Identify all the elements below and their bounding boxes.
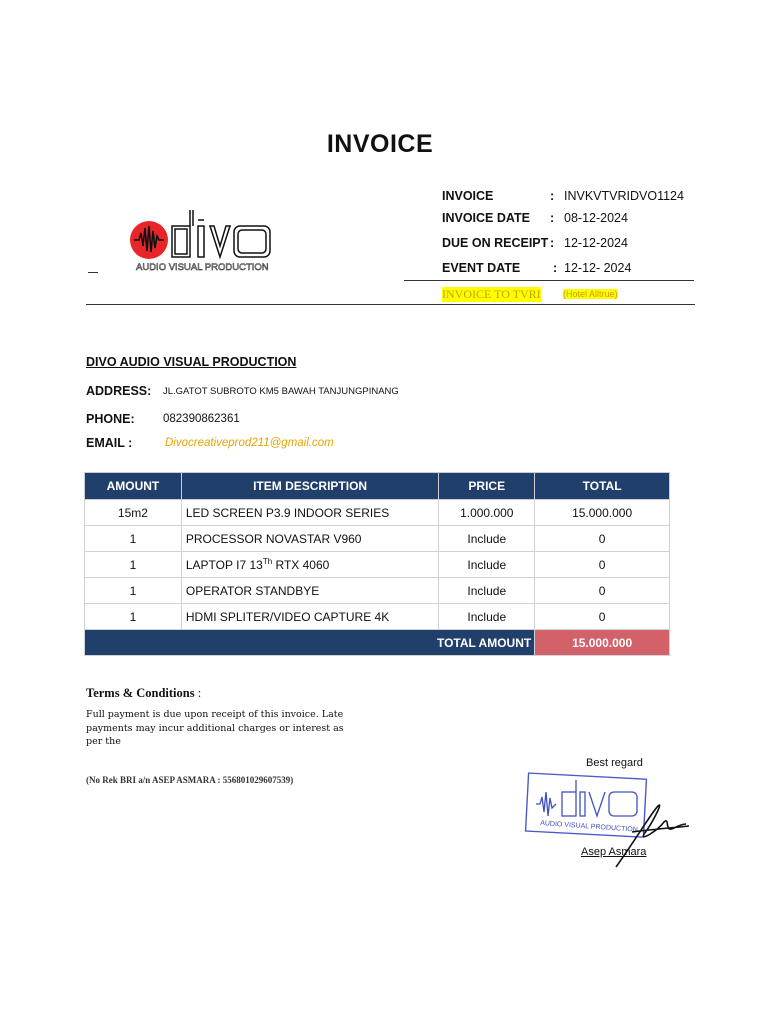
table-row xyxy=(85,552,670,578)
table-header-row xyxy=(85,473,670,500)
cell-description: PROCESSOR NOVASTAR V960 xyxy=(181,526,438,552)
cell-price: 1.000.000 xyxy=(439,500,535,526)
meta-sep: : xyxy=(553,261,558,275)
address-label: ADDRESS: xyxy=(86,384,152,398)
cell-total: 0 xyxy=(535,578,670,604)
meta-sep: : xyxy=(550,189,555,203)
terms-heading-colon: : xyxy=(194,686,202,700)
cell-amount: 1 xyxy=(85,552,182,578)
cell-total: 0 xyxy=(535,604,670,630)
bank-account: (No Rek BRI a/n ASEP ASMARA : 556801029607539) xyxy=(86,775,294,785)
total-row xyxy=(85,630,670,656)
total-value: 15.000.000 xyxy=(535,630,670,656)
invoice-title: INVOICE xyxy=(326,130,434,158)
header-divider xyxy=(86,304,695,305)
cell-description: LED SCREEN P3.9 INDOOR SERIES xyxy=(181,500,438,526)
signer-name: Asep Asmara xyxy=(581,846,647,858)
cell-total: 0 xyxy=(535,526,670,552)
address-value: JL.GATOT SUBROTO KM5 BAWAH TANJUNGPINANG xyxy=(163,386,399,397)
cell-price: Include xyxy=(439,552,535,578)
email-link[interactable]: Divocreativeprod211@gmail.com xyxy=(165,437,334,449)
email-label: EMAIL : xyxy=(86,436,133,450)
company-logo xyxy=(128,206,274,281)
divider-dash xyxy=(88,272,98,273)
meta-label: INVOICE DATE xyxy=(442,211,530,225)
table-row xyxy=(85,526,670,552)
meta-sep: : xyxy=(550,211,555,225)
meta-label: EVENT DATE xyxy=(442,261,521,275)
header-total: TOTAL xyxy=(535,473,670,500)
meta-value: 08-12-2024 xyxy=(564,211,628,225)
cell-amount: 15m2 xyxy=(85,500,182,526)
cell-price: Include xyxy=(439,526,535,552)
desc-main: LAPTOP I7 13 xyxy=(185,558,263,572)
cell-amount: 1 xyxy=(85,526,182,552)
cell-price: Include xyxy=(439,578,535,604)
cell-amount: 1 xyxy=(85,578,182,604)
header-amount: AMOUNT xyxy=(85,473,182,500)
cell-total: 0 xyxy=(535,552,670,578)
invoice-venue: (Hotel Alltrue) xyxy=(563,289,618,299)
meta-value: INVKVTVRIDVO1124 xyxy=(564,189,684,203)
closing-greeting: Best regard xyxy=(586,757,643,769)
header-description: ITEM DESCRIPTION xyxy=(181,473,438,500)
meta-value: 12-12-2024 xyxy=(564,236,628,250)
table-row xyxy=(85,578,670,604)
cell-amount: 1 xyxy=(85,604,182,630)
total-label: TOTAL AMOUNT xyxy=(85,630,535,656)
header-price: PRICE xyxy=(439,473,535,500)
desc-superscript: Th xyxy=(262,557,273,566)
items-table xyxy=(84,472,670,656)
cell-price: Include xyxy=(439,604,535,630)
meta-label: INVOICE xyxy=(442,189,494,203)
company-name: DIVO AUDIO VISUAL PRODUCTION xyxy=(86,355,297,369)
meta-sep: : xyxy=(550,236,555,250)
meta-label: DUE ON RECEIPT xyxy=(442,236,549,250)
stamp-tagline: AUDIO VISUAL PRODUCTION xyxy=(539,819,638,834)
phone-value: 082390862361 xyxy=(163,413,240,425)
company-stamp xyxy=(524,772,694,877)
terms-body: Full payment is due upon receipt of this invoice. Late payments may incur additional charges or interest as per the xyxy=(86,709,344,747)
logo-tagline: AUDIO VISUAL PRODUCTION xyxy=(136,262,269,273)
cell-description: HDMI SPLITER/VIDEO CAPTURE 4K xyxy=(181,604,438,630)
table-row xyxy=(85,500,670,526)
invoice-to: INVOICE TO TVRI xyxy=(442,287,541,301)
meta-divider xyxy=(404,280,694,281)
cell-description xyxy=(181,552,438,578)
terms-heading xyxy=(86,686,201,701)
cell-description: OPERATOR STANDBYE xyxy=(181,578,438,604)
phone-label: PHONE: xyxy=(86,412,135,426)
meta-value: 12-12- 2024 xyxy=(564,261,632,275)
desc-after: RTX 4060 xyxy=(272,558,330,572)
table-row xyxy=(85,604,670,630)
cell-total: 15.000.000 xyxy=(535,500,670,526)
terms-heading-text: Terms & Conditions xyxy=(86,686,195,700)
